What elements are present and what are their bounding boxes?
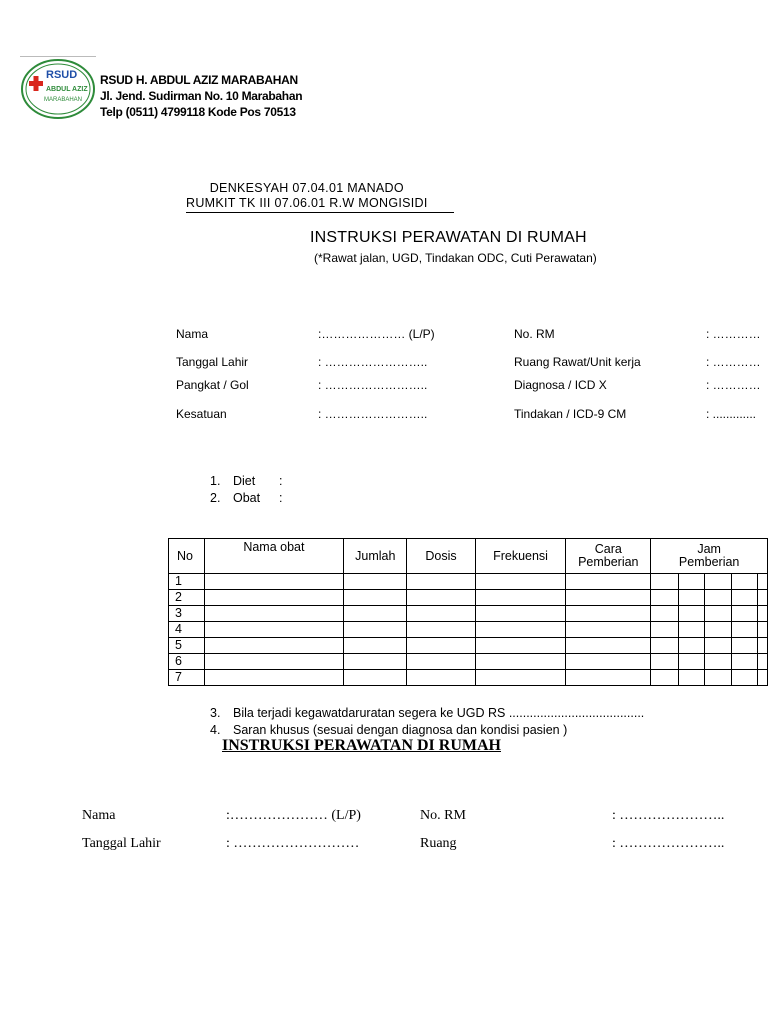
header-jam-pemberian: [651, 539, 768, 574]
row-number: 7: [169, 670, 205, 686]
form2-title: INSTRUKSI PERAWATAN DI RUMAH: [222, 737, 501, 754]
table-cell[interactable]: [566, 574, 651, 590]
table-cell[interactable]: [407, 590, 475, 606]
table-cell[interactable]: [678, 670, 704, 686]
table-cell[interactable]: [731, 670, 757, 686]
label-tindakan: Tindakan / ICD-9 CM: [514, 407, 627, 421]
table-cell[interactable]: [566, 638, 651, 654]
label-tanggal-lahir: Tanggal Lahir: [176, 355, 249, 369]
hospital-logo: [20, 58, 96, 120]
row-number: 1: [169, 574, 205, 590]
table-cell[interactable]: [758, 654, 768, 670]
table-cell[interactable]: [758, 590, 768, 606]
label-ruang-rawat: Ruang Rawat/Unit kerja: [514, 355, 641, 369]
table-cell[interactable]: [407, 670, 475, 686]
hospital-phone: Telp (0511) 4799118 Kode Pos 70513: [100, 105, 296, 119]
table-cell[interactable]: [475, 654, 566, 670]
table-cell[interactable]: [731, 574, 757, 590]
table-cell[interactable]: [731, 590, 757, 606]
label-nama: Nama: [176, 327, 209, 341]
table-cell[interactable]: [758, 670, 768, 686]
table-cell[interactable]: [475, 638, 566, 654]
table-row: [169, 606, 768, 622]
item-saran-number: 4.: [210, 723, 221, 737]
table-cell[interactable]: [705, 574, 731, 590]
table-cell[interactable]: [204, 606, 344, 622]
item-gawat-text: Bila terjadi kegawatdaruratan segera ke UGD RS .......................................: [233, 706, 645, 720]
table-cell[interactable]: [566, 654, 651, 670]
header-cara-line2: Pemberian: [578, 555, 639, 569]
hospital-name: RSUD H. ABDUL AZIZ MARABAHAN: [100, 73, 298, 87]
table-row: [169, 638, 768, 654]
table-cell[interactable]: [407, 654, 475, 670]
table-cell[interactable]: [204, 574, 344, 590]
header-rule: [20, 56, 96, 57]
header-jam-line2: Pemberian: [678, 555, 740, 569]
item-obat-label: Obat: [233, 491, 261, 505]
table-cell[interactable]: [566, 590, 651, 606]
table-cell[interactable]: [344, 638, 407, 654]
table-cell[interactable]: [678, 574, 704, 590]
row-number: 4: [169, 622, 205, 638]
department-underline: [186, 212, 454, 213]
form2-field-ruang[interactable]: : …………………..: [612, 836, 725, 851]
table-cell[interactable]: [651, 622, 678, 638]
hospital-letterhead: [100, 72, 302, 120]
header-cara-pemberian: [566, 539, 651, 574]
table-cell[interactable]: [407, 606, 475, 622]
table-cell[interactable]: [678, 590, 704, 606]
header-jumlah: Jumlah: [344, 539, 407, 574]
hospital-address: Jl. Jend. Sudirman No. 10 Marabahan: [100, 89, 303, 103]
table-cell[interactable]: [731, 654, 757, 670]
label-pangkat: Pangkat / Gol: [176, 378, 249, 392]
item-diet-colon: :: [279, 474, 283, 488]
label-diagnosa: Diagnosa / ICD X: [514, 378, 607, 392]
table-row: [169, 590, 768, 606]
table-cell[interactable]: [651, 638, 678, 654]
item-diet-label: Diet: [233, 474, 256, 488]
table-cell[interactable]: [731, 638, 757, 654]
form-subtitle: (*Rawat jalan, UGD, Tindakan ODC, Cuti Perawatan): [314, 251, 597, 265]
form2-label-no-rm: No. RM: [420, 808, 466, 823]
item-gawat-number: 3.: [210, 706, 221, 720]
logo-text-city: MARABAHAN: [44, 97, 83, 103]
table-cell[interactable]: [344, 590, 407, 606]
field-no-rm[interactable]: : …………: [706, 327, 761, 341]
field-kesatuan[interactable]: : ……………………..: [318, 407, 428, 421]
header-no: No: [169, 539, 205, 574]
form2-label-nama: Nama: [82, 808, 116, 823]
table-cell[interactable]: [758, 622, 768, 638]
table-cell[interactable]: [407, 638, 475, 654]
table-row: [169, 574, 768, 590]
table-cell[interactable]: [475, 622, 566, 638]
form-title: INSTRUKSI PERAWATAN DI RUMAH: [310, 229, 587, 246]
table-row: [169, 654, 768, 670]
table-cell[interactable]: [204, 670, 344, 686]
department-block: [186, 181, 428, 211]
table-cell[interactable]: [344, 670, 407, 686]
label-kesatuan: Kesatuan: [176, 407, 227, 421]
table-cell[interactable]: [475, 606, 566, 622]
form2-field-nama[interactable]: :………………… (L/P): [226, 808, 361, 823]
field-pangkat[interactable]: : ……………………..: [318, 378, 428, 392]
table-cell[interactable]: [344, 622, 407, 638]
table-cell[interactable]: [651, 574, 678, 590]
table-header-row: [169, 539, 768, 574]
row-number: 5: [169, 638, 205, 654]
table-cell[interactable]: [705, 622, 731, 638]
label-no-rm: No. RM: [514, 327, 555, 341]
field-ruang-rawat[interactable]: : …………: [706, 355, 761, 369]
row-number: 3: [169, 606, 205, 622]
row-number: 6: [169, 654, 205, 670]
table-row: [169, 670, 768, 686]
field-nama[interactable]: :………………… (L/P): [318, 327, 435, 341]
table-cell[interactable]: [475, 590, 566, 606]
table-cell[interactable]: [204, 638, 344, 654]
table-cell[interactable]: [651, 654, 678, 670]
form2-field-tanggal-lahir[interactable]: : ………………………: [226, 836, 360, 851]
item-diet-number: 1.: [210, 474, 221, 488]
table-cell[interactable]: [705, 670, 731, 686]
form2-field-no-rm[interactable]: : …………………..: [612, 808, 725, 823]
item-saran-text: Saran khusus (sesuai dengan diagnosa dan kondisi pasien ): [233, 723, 568, 737]
item-obat-colon: :: [279, 491, 283, 505]
table-cell[interactable]: [758, 606, 768, 622]
form2-label-ruang: Ruang: [420, 836, 457, 851]
table-cell[interactable]: [758, 574, 768, 590]
table-cell[interactable]: [678, 654, 704, 670]
table-cell[interactable]: [705, 638, 731, 654]
table-cell[interactable]: [731, 606, 757, 622]
table-row: [169, 622, 768, 638]
table-cell[interactable]: [344, 574, 407, 590]
header-jam-line1: Jam: [697, 542, 721, 556]
table-cell[interactable]: [651, 590, 678, 606]
department-line-1: DENKESYAH 07.04.01 MANADO: [209, 181, 404, 195]
field-tanggal-lahir[interactable]: : ……………………..: [318, 355, 428, 369]
table-cell[interactable]: [407, 574, 475, 590]
header-cara-line1: Cara: [594, 542, 622, 556]
item-obat-number: 2.: [210, 491, 221, 505]
row-number: 2: [169, 590, 205, 606]
field-diagnosa[interactable]: : …………: [706, 378, 761, 392]
table-cell[interactable]: [566, 622, 651, 638]
table-cell[interactable]: [731, 622, 757, 638]
table-cell[interactable]: [475, 670, 566, 686]
table-cell[interactable]: [705, 606, 731, 622]
table-cell[interactable]: [204, 590, 344, 606]
department-line-2: RUMKIT TK III 07.06.01 R.W MONGISIDI: [186, 196, 428, 210]
medication-table: [168, 538, 768, 686]
table-cell[interactable]: [407, 622, 475, 638]
table-cell[interactable]: [566, 606, 651, 622]
table-cell[interactable]: [651, 606, 678, 622]
table-cell[interactable]: [678, 622, 704, 638]
header-frekuensi: Frekuensi: [475, 539, 566, 574]
header-dosis: Dosis: [407, 539, 475, 574]
table-cell[interactable]: [475, 574, 566, 590]
table-cell[interactable]: [204, 654, 344, 670]
logo-text-rsud: RSUD: [46, 69, 78, 81]
table-cell[interactable]: [678, 606, 704, 622]
table-cell[interactable]: [651, 670, 678, 686]
field-tindakan[interactable]: : .............: [706, 407, 757, 421]
table-cell[interactable]: [344, 654, 407, 670]
header-nama-obat: Nama obat: [204, 539, 344, 574]
logo-text-name: ABDUL AZIZ: [46, 86, 88, 93]
table-cell[interactable]: [344, 606, 407, 622]
table-cell[interactable]: [204, 622, 344, 638]
table-cell[interactable]: [705, 654, 731, 670]
table-cell[interactable]: [678, 638, 704, 654]
table-cell[interactable]: [758, 638, 768, 654]
table-cell[interactable]: [705, 590, 731, 606]
table-cell[interactable]: [566, 670, 651, 686]
form2-label-tanggal-lahir: Tanggal Lahir: [82, 836, 161, 851]
